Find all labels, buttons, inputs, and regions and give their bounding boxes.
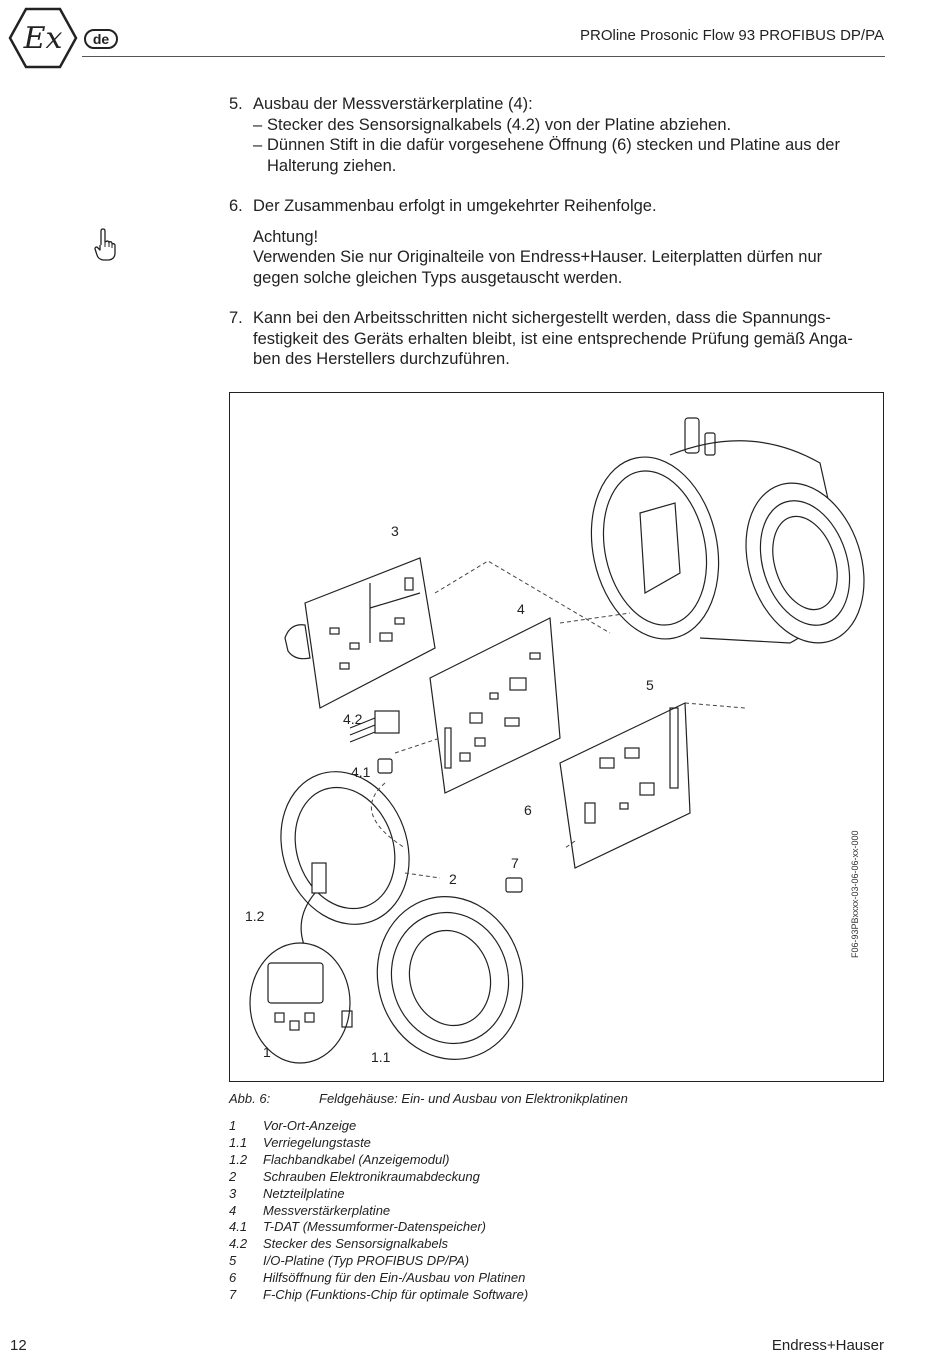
figure-caption (229, 1091, 628, 1106)
legend-item: 5 I/O-Platine (Typ PROFIBUS DP/PA) (229, 1253, 470, 1269)
step-substep: Stecker des Sensorsignalkabels (4.2) von der Platine abziehen. (267, 115, 732, 134)
ex-logo-text: Ex (23, 21, 63, 56)
warning-text: Verwenden Sie nur Originalteile von Endress+Hauser. Leiterplatten dürfen nur gegen solche gleichen Typs ausgetauscht werden. (253, 248, 823, 287)
step-6 (229, 196, 869, 217)
power-board-drawing (285, 558, 435, 708)
warning-note (253, 227, 869, 289)
figure-label-1-1: 1.1 (371, 1049, 391, 1065)
figure-label-4-1: 4.1 (351, 764, 371, 780)
header-divider (82, 56, 885, 57)
step-7 (229, 308, 869, 370)
page-number: 12 (10, 1337, 27, 1354)
warning-title: Achtung! (253, 227, 319, 246)
exploded-drawing (230, 393, 885, 1083)
step-number: 5. (229, 95, 243, 113)
sensor-plug-drawing (375, 711, 399, 733)
legend-item: 3 Netzteilplatine (229, 1185, 345, 1201)
figure-label-5: 5 (646, 677, 654, 693)
figure-label-1: 1 (263, 1044, 271, 1060)
brand-name: Endress+Hauser (771, 1337, 884, 1354)
language-badge: de (84, 29, 118, 49)
step-5: 5. Ausbau der Messverstärkerplatine (4): – Stecker des Sensorsignalkabels (4.2) von der Platine abziehen. – Dünnen Stift in die dafür vorgesehene Öffnung (6) stecken und Platine aus der Halterung ziehen. (229, 94, 869, 176)
caption-text: Feldgehäuse: Ein- und Ausbau von Elektronikplatinen (319, 1091, 628, 1106)
figure-legend (229, 1118, 528, 1304)
step-number: 7. (229, 309, 243, 327)
amplifier-board-drawing (430, 618, 560, 793)
legend-item: 4.2 Stecker des Sensorsignalkabels (229, 1236, 448, 1252)
caption-id: Abb. 6: (229, 1091, 271, 1106)
figure-label-7: 7 (511, 855, 519, 871)
legend-item: 1.2 Flachbandkabel (Anzeigemodul) (229, 1151, 450, 1167)
housing-drawing (575, 418, 883, 658)
legend-item: 2 Schrauben Elektronikraumabdeckung (229, 1168, 480, 1184)
ex-logo-icon (8, 6, 78, 70)
tdat-drawing (378, 759, 392, 773)
figure-code: F06-93PBxxxx-03-06-06-xx-000 (850, 830, 860, 958)
step-number: 6. (229, 197, 243, 215)
figure-label-3: 3 (391, 523, 399, 539)
figure-label-6: 6 (524, 802, 532, 818)
exploded-view-figure (229, 392, 884, 1082)
step-text: Ausbau der Messverstärkerplatine (4): (253, 95, 533, 113)
step-substep: Dünnen Stift in die dafür vorgesehene Öffnung (6) stecken und Platine aus der Halterung ziehen. (267, 136, 840, 175)
document-title: PROline Prosonic Flow 93 PROFIBUS DP/PA (580, 27, 884, 44)
figure-label-4-2: 4.2 (343, 711, 363, 727)
figure-label-4: 4 (517, 601, 525, 617)
fchip-drawing (506, 878, 522, 892)
figure-label-1-2: 1.2 (245, 908, 265, 924)
instruction-steps (229, 94, 869, 390)
legend-item: 1 Vor-Ort-Anzeige (229, 1118, 357, 1133)
step-text: Der Zusammenbau erfolgt in umgekehrter Reihenfolge. (253, 197, 657, 215)
pointing-hand-icon (92, 228, 118, 262)
legend-item: 7 F-Chip (Funktions-Chip für optimale Software) (229, 1287, 529, 1303)
legend-item: 6 Hilfsöffnung für den Ein-/Ausbau von Platinen (229, 1270, 526, 1286)
legend-item: 1.1 Verriegelungstaste (229, 1134, 371, 1150)
step-text: Kann bei den Arbeitsschritten nicht sichergestellt werden, dass die Spannungs-festigkeit des Geräts erhalten bleibt, ist eine entsprechende Prüfung gemäß Anga-ben des Herstellers durchzuführen. (253, 309, 853, 368)
io-board-drawing (560, 703, 690, 868)
legend-item: 4 Messverstärkerplatine (229, 1202, 391, 1218)
legend-item: 4.1 T-DAT (Messumformer-Datenspeicher) (229, 1219, 486, 1235)
figure-label-2: 2 (449, 871, 457, 887)
